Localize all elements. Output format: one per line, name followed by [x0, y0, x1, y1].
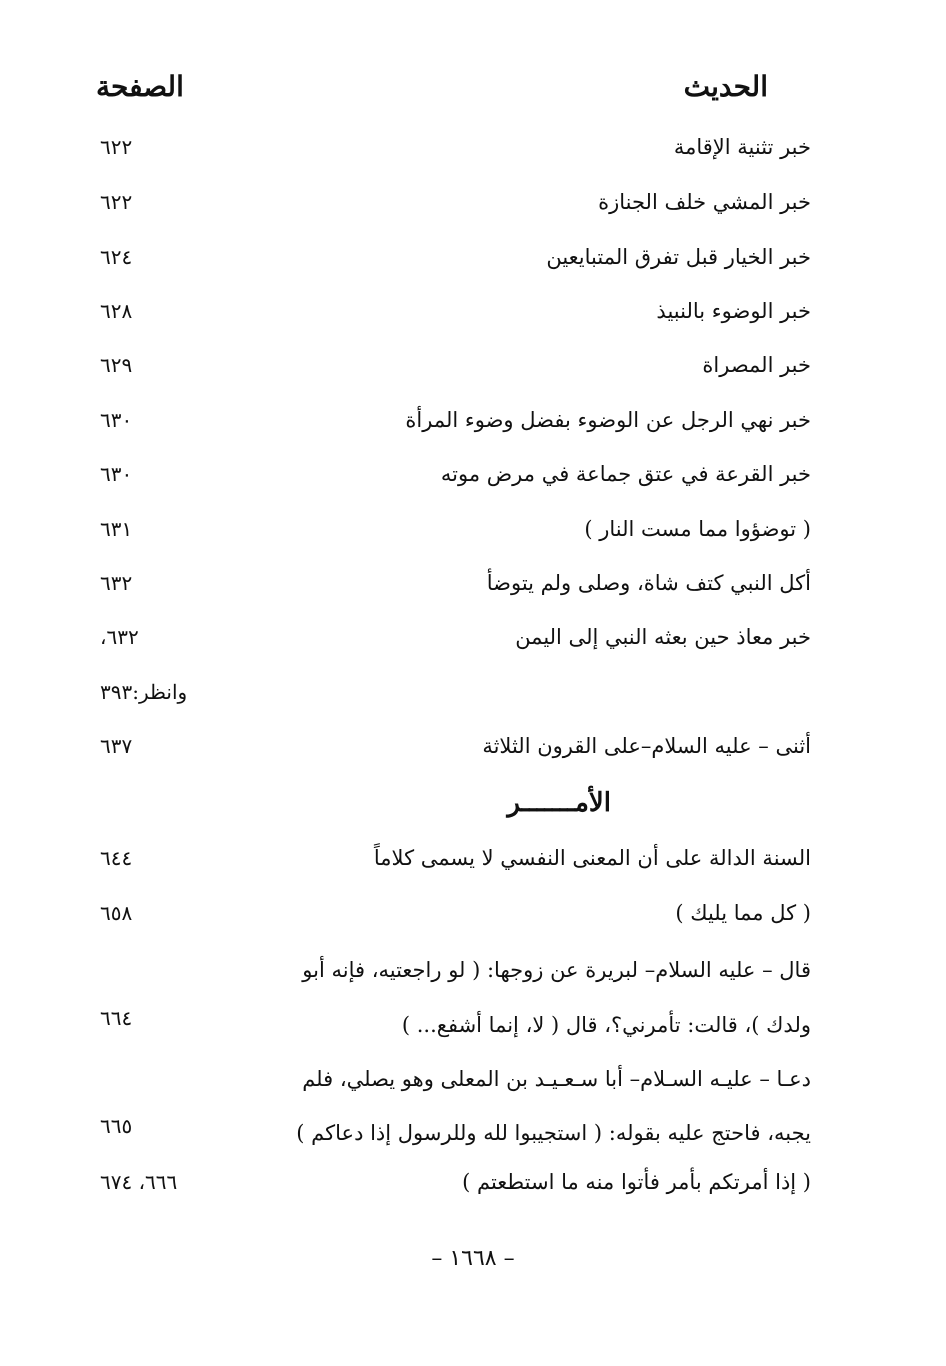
entry-text: خبر الخيار قبل تفرق المتبايعين	[546, 245, 811, 269]
list-item	[0, 509, 946, 549]
entry-page: ٦٢٢	[100, 190, 133, 214]
entry-text: ( توضؤوا مما مست النار )	[584, 517, 811, 541]
entry-text: خبر القرعة في عتق جماعة في مرض موته	[440, 462, 811, 486]
paragraph-entry-line1: دعـا – عليـه السـلام– أبا سـعـيـد بن المعلى وهو يصلي، فلم	[302, 1067, 811, 1091]
entry-text: ( كل مما يليك )	[675, 901, 811, 925]
list-item	[0, 237, 946, 277]
list-item	[0, 617, 946, 657]
entry-text: أكل النبي كتف شاة، وصلى ولم يتوضأ	[486, 571, 811, 595]
list-item	[0, 838, 946, 878]
entry-page: ٦٦٥	[100, 1114, 133, 1138]
paragraph-page-row	[0, 998, 946, 1038]
list-item	[0, 672, 946, 712]
list-item	[0, 563, 946, 603]
list-item	[0, 400, 946, 440]
entry-text: السنة الدالة على أن المعنى النفسي لا يسمى كلاماً	[373, 846, 811, 870]
entry-page: ٦٣١	[100, 517, 133, 541]
entry-text: خبر المشي خلف الجنازة	[598, 190, 811, 214]
entry-page: ٦٣٠	[100, 462, 133, 486]
entry-text: خبر الوضوء بالنبيذ	[656, 299, 811, 323]
entry-text: خبر تثنية الإقامة	[673, 135, 811, 159]
entry-text: خبر نهي الرجل عن الوضوء بفضل وضوء المرأة	[405, 408, 811, 432]
list-item	[0, 127, 946, 167]
entry-page: ٦٢٨	[100, 299, 133, 323]
list-item	[0, 893, 946, 933]
entry-page: وانظر:٣٩٣	[100, 680, 188, 704]
entry-page: ٦٣٠	[100, 408, 133, 432]
entry-text: خبر المصراة	[702, 353, 811, 377]
entry-page: ٦٥٨	[100, 901, 133, 925]
paragraph-entry-line2: ولدك )، قالت: تأمرني؟، قال ( لا، إنما أشفع... )	[401, 1013, 811, 1037]
entry-page: ٦٢٢	[100, 135, 133, 159]
entry-text: ( إذا أمرتكم بأمر فأتوا منه ما استطعتم )	[462, 1170, 811, 1194]
entry-page: ٦٣٢،	[100, 625, 139, 649]
entry-page: ٦٢٤	[100, 245, 133, 269]
list-item	[0, 345, 946, 385]
entry-page: ٦٦٦، ٦٧٤	[100, 1170, 178, 1194]
list-item	[0, 182, 946, 222]
column-header-page: الصفحة	[96, 70, 184, 103]
entry-text: خبر معاذ حين بعثه النبي إلى اليمن	[515, 625, 811, 649]
entry-page: ٦٣٧	[100, 734, 133, 758]
list-item	[0, 1162, 946, 1202]
entry-page: ٦٣٢	[100, 571, 133, 595]
column-header-hadith: الحديث	[683, 70, 768, 103]
entry-page: ٦٦٤	[100, 1006, 133, 1030]
list-item	[0, 291, 946, 331]
paragraph-entry-line1: قال – عليه السلام– لبريرة عن زوجها: ( لو راجعتيه، فإنه أبو	[302, 958, 811, 982]
entry-text: أثنى – عليه السلام–على القرون الثلاثة	[482, 734, 811, 758]
entry-page: ٦٢٩	[100, 353, 133, 377]
entry-page: ٦٤٤	[100, 846, 133, 870]
paragraph-page-row	[0, 1106, 946, 1146]
list-item	[0, 454, 946, 494]
page-number: – ١٦٦٨ –	[431, 1246, 515, 1271]
paragraph-entry-line2: يجبه، فاحتج عليه بقوله: ( استجيبوا لله وللرسول إذا دعاكم )	[296, 1121, 811, 1145]
list-item	[0, 726, 946, 766]
section-title: الأمـــــــر	[507, 788, 611, 818]
